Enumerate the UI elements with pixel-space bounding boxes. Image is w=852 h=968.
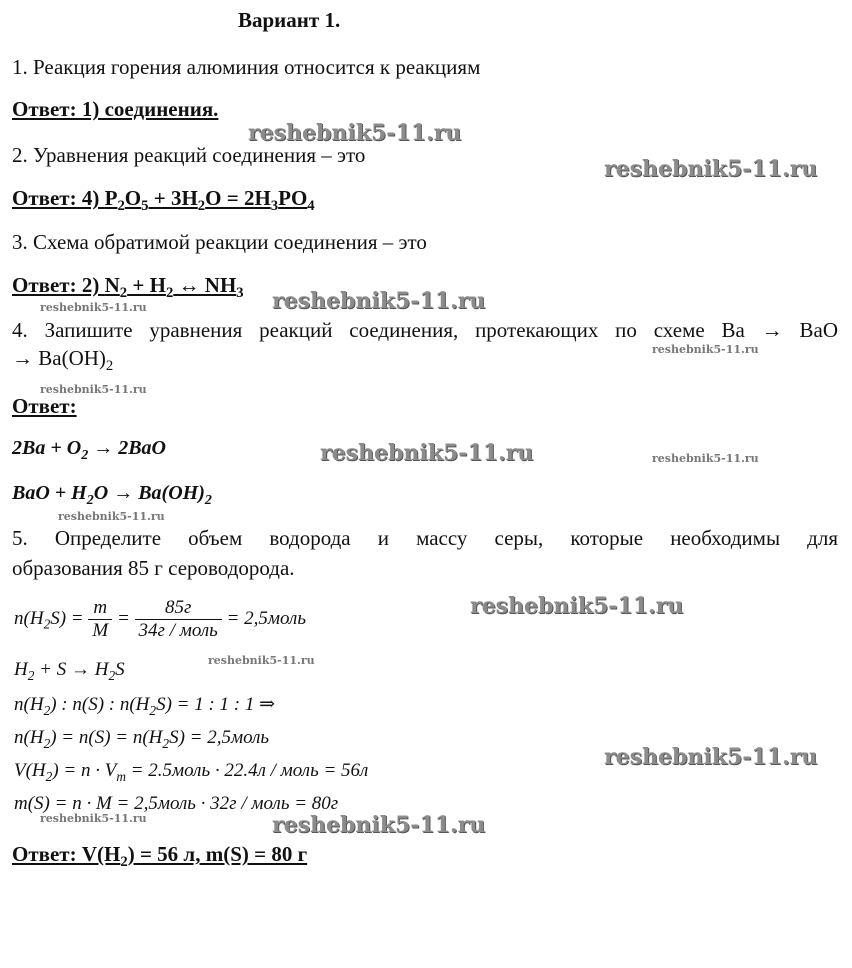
math-volume: = 2.5моль · 22.4л / моль = 56л	[130, 760, 369, 781]
question-4-line-2	[12, 346, 113, 375]
question-2: 2. Уравнения реакций соединения – это	[12, 143, 366, 167]
math-line-5: $V(H_2) = n \cdot V_m$ = 2.5моль · 22.4л / моль = 56л	[14, 760, 369, 784]
math-line-2: $H_2 + S \to H_2S$	[14, 659, 125, 683]
fraction-m-over-M: $\frac{m}{M}$	[88, 597, 112, 642]
watermark: reshebnik5-11.ru	[272, 288, 486, 314]
math-result-1: = 2,5моль	[226, 607, 306, 629]
equation-2: BaO + $H_2O \to Ba(OH)_2$	[12, 482, 212, 508]
watermark: reshebnik5-11.ru	[604, 156, 818, 182]
page-title: Вариант 1.	[238, 8, 341, 32]
watermark-small: reshebnik5-11.ru	[652, 343, 759, 356]
watermark: reshebnik5-11.ru	[604, 744, 818, 770]
question-1: 1. Реакция горения алюминия относится к реакциям	[12, 55, 481, 79]
answer-1: Ответ: 1) соединения.	[12, 97, 219, 121]
watermark: reshebnik5-11.ru	[320, 440, 534, 466]
math-line-6: m(S) = n · M = 2,5моль · 32г / моль = 80г	[14, 793, 339, 814]
question-5-line-2: образования 85 г сероводорода.	[12, 556, 295, 580]
answer-5-part-1: Ответ: V(H	[12, 842, 121, 866]
question-4-line-1: 4. Запишите уравнения реакций соединения, протекающих по схеме Ba → BaO	[12, 318, 838, 342]
answer-3-prefix: Ответ: 2)	[12, 273, 105, 297]
watermark-small: reshebnik5-11.ru	[40, 812, 147, 825]
question-4-scheme-end: → Ba(OH)	[12, 346, 106, 370]
answer-5-part-2: ) = 56 л, m(S) = 80 г	[127, 842, 308, 866]
math-result-3: = 2,5моль	[189, 727, 270, 748]
math-line-4: $n(H_2) = n(S) = n(H_2S)$ = 2,5моль	[14, 727, 270, 751]
answer-2: Ответ: 4) $P_2O_5 + 3H_2O = 2H_3PO_4$	[12, 186, 315, 215]
watermark: reshebnik5-11.ru	[470, 593, 684, 619]
answer-3: Ответ: 2) $N_2 + H_2$ ↔ $NH_3$	[12, 273, 244, 302]
fraction-mass-over-molar: $\frac{85г}{\text{34г / моль}}$	[135, 597, 222, 642]
watermark-small: reshebnik5-11.ru	[40, 383, 147, 396]
watermark: reshebnik5-11.ru	[248, 120, 462, 146]
math-line-3: $n(H_2)$ : n(S) : $n(H_2S) = 1$ : 1 : 1 ⇒	[14, 694, 276, 718]
answer-5: Ответ: $V(H_2) = 56$ л, m(S) = 80 г	[12, 842, 308, 871]
math-mass: = 2,5моль · 32г / моль = 80г	[116, 793, 339, 814]
equation-1: $2Ba + O_2 \to 2BaO$	[12, 437, 166, 463]
answer-2-prefix: Ответ: 4)	[12, 186, 105, 210]
watermark-small: reshebnik5-11.ru	[58, 510, 165, 523]
answer-4: Ответ:	[12, 394, 77, 418]
math-ratio: = 1 : 1 : 1 ⇒	[176, 694, 276, 715]
watermark: reshebnik5-11.ru	[272, 812, 486, 838]
watermark-small: reshebnik5-11.ru	[652, 452, 759, 465]
question-5-line-1: 5. Определите объем водорода и массу серы, которые необходимы для	[12, 526, 838, 550]
question-3: 3. Схема обратимой реакции соединения – это	[12, 230, 427, 254]
watermark-small: reshebnik5-11.ru	[40, 301, 147, 314]
math-line-1: $n(H_2S)$ = $\frac{m}{M}$ = $\frac{85г}{\text{34г / моль}}$ = 2,5моль	[14, 597, 306, 641]
watermark-small: reshebnik5-11.ru	[208, 654, 315, 667]
question-4-subscript: 2	[105, 358, 114, 375]
